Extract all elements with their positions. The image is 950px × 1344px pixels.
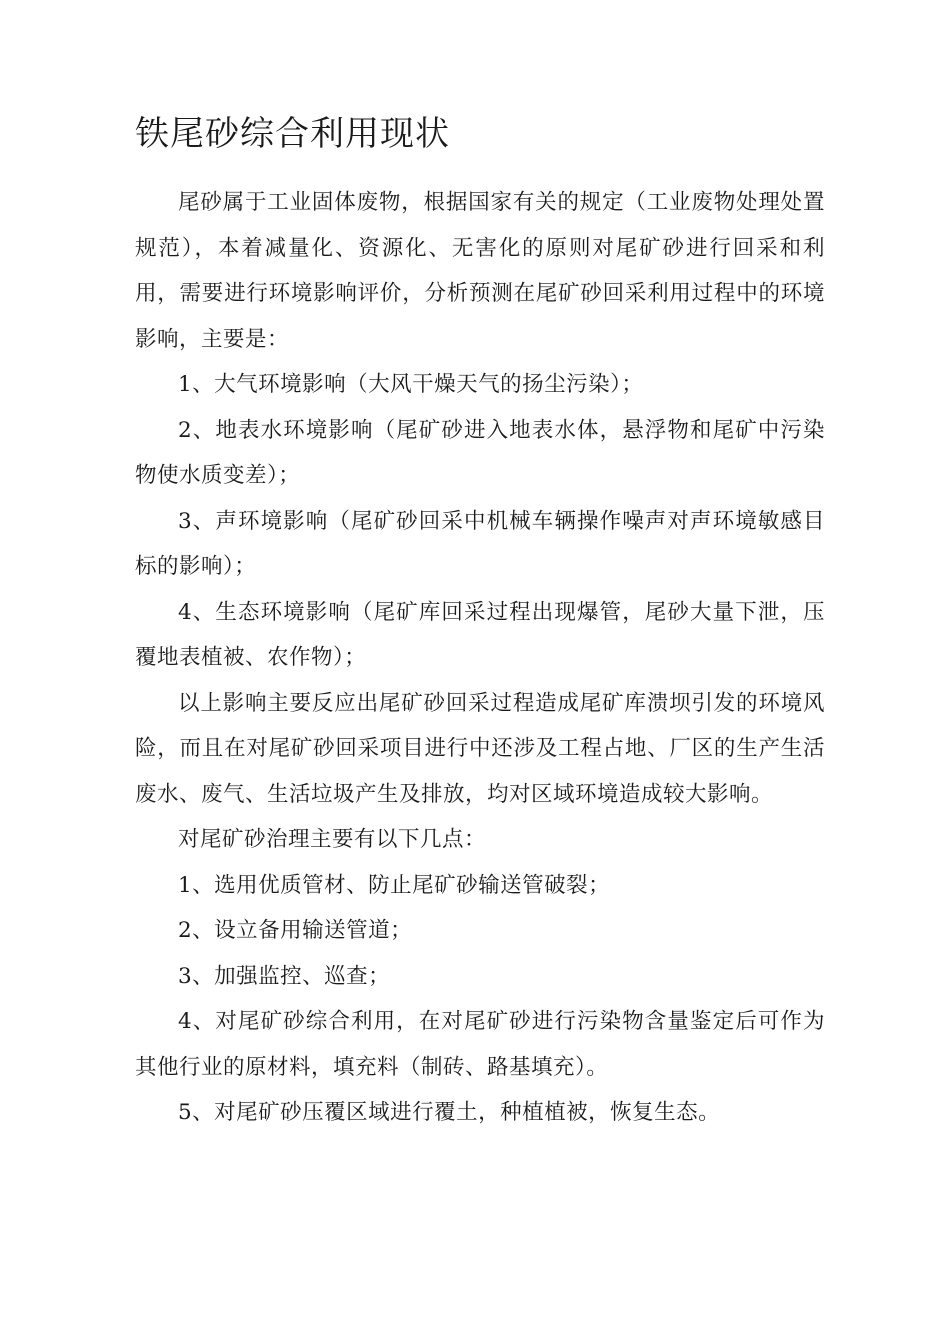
- paragraph-measure-3: 3、加强监控、巡查；: [178, 963, 391, 989]
- document-title: 铁尾砂综合利用现状: [135, 114, 450, 154]
- document-page: [135, 110, 825, 1136]
- paragraph-measure-1: 1、选用优质管材、防止尾矿砂输送管破裂；: [178, 872, 611, 898]
- paragraph-measures-intro: 对尾矿砂治理主要有以下几点：: [178, 827, 487, 852]
- paragraph-measure-4: 4、对尾矿砂综合利用，在对尾矿砂进行污染物含量鉴定后可作为其他行业的原材料，填充料（制砖、路基填充）。: [135, 1009, 825, 1080]
- paragraph-measure-5: 5、对尾矿砂压覆区域进行覆土，种植植被，恢复生态。: [178, 1100, 721, 1125]
- paragraph-intro: 尾砂属于工业固体废物，根据国家有关的规定（工业废物处理处置规范），本着减量化、资源化、无害化的原则对尾矿砂进行回采和利用，需要进行环境影响评价，分析预测在尾矿砂回采利用过程中的环境影响，主要是：: [135, 190, 825, 352]
- document-body: [135, 180, 825, 1136]
- paragraph-impact-noise: 3、声环境影响（尾矿砂回采中机械车辆操作噪声对声环境敏感目标的影响）；: [135, 508, 825, 579]
- paragraph-risk-summary: 以上影响主要反应出尾矿砂回采过程造成尾矿库溃坝引发的环境风险，而且在对尾矿砂回采项目进行中还涉及工程占地、厂区的生产生活废水、废气、生活垃圾产生及排放，均对区域环境造成较大影响。: [135, 690, 825, 807]
- paragraph-impact-ecology: 4、生态环境影响（尾矿库回采过程出现爆管，尾砂大量下泄，压覆地表植被、农作物）；: [135, 599, 825, 670]
- paragraph-measure-2: 2、设立备用输送管道；: [178, 918, 413, 943]
- paragraph-impact-air: 1、大气环境影响（大风干燥天气的扬尘污染）；: [178, 372, 644, 397]
- paragraph-impact-water: 2、地表水环境影响（尾矿砂进入地表水体，悬浮物和尾矿中污染物使水质变差）；: [135, 417, 825, 488]
